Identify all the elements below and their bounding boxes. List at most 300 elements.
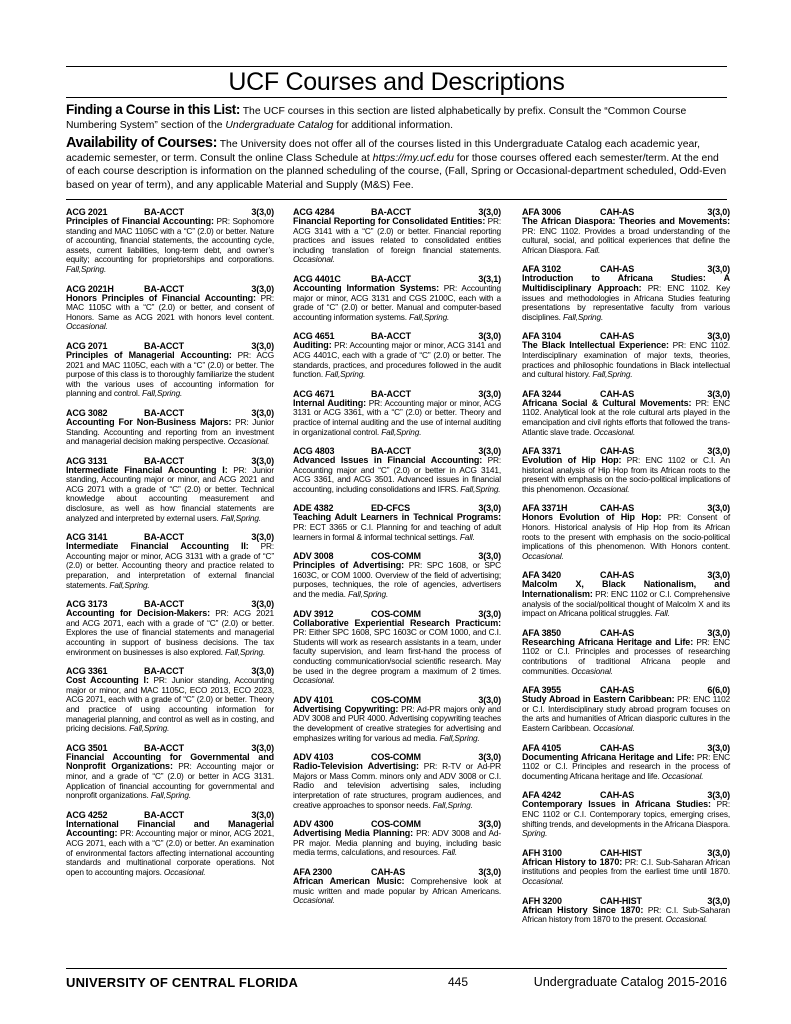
course-title: Contemporary Issues in Africana Studies:	[522, 799, 711, 810]
course-credits: 3(3,0)	[251, 283, 274, 294]
course-code: AFA 3371	[522, 446, 561, 457]
course-entry	[66, 284, 274, 332]
course-title: Advertising Copywriting:	[293, 703, 399, 714]
availability-text-1: The University does not offer all of the courses listed in this Undergraduate Catalog each academic year, academic semester, or term. Consult the online Class Schedule at	[66, 139, 701, 164]
course-credits: 3(3,0)	[478, 503, 501, 514]
course-schedule: Fall,Spring.	[409, 311, 450, 322]
course-title: Cost Accounting I:	[66, 675, 149, 686]
course-description	[522, 695, 730, 733]
course-credits: 6(6,0)	[707, 685, 730, 696]
course-dept: COS-COMM	[371, 694, 421, 705]
course-entry	[522, 446, 730, 494]
course-desc-text: PR: Consent of Honors. Historical analysis of Hip Hop from its African roots to the present with emphasis on the socio-political implications of this phenomenon. With Honors content.	[522, 512, 730, 552]
course-credits: 3(3,0)	[478, 446, 501, 457]
course-desc-text: PR: ACG 2021 and ACG 2071, each with a grade of “C” (2.0) or better. Explores the use of financial statements and managerial accounting in support of business decisions. The tax environment on businesses is also explored.	[66, 608, 275, 657]
course-schedule: Occasional.	[665, 914, 708, 925]
footer-university: UNIVERSITY OF CENTRAL FLORIDA	[66, 975, 299, 990]
course-schedule: Occasional.	[592, 722, 635, 733]
course-desc-text: PR: ADV 3008 and Ad-PR major. Media planning and buying, including basic media terms, calculations, and resources.	[293, 828, 501, 858]
course-description	[66, 820, 274, 878]
course-code: AFA 4105	[522, 742, 561, 753]
course-credits: 3(3,0)	[478, 694, 501, 705]
course-code: ACG 3082	[66, 407, 108, 418]
course-schedule: Fall,Spring.	[381, 426, 422, 437]
course-desc-text: PR: ENC 1102 or C.I. Principles and research in the process of documenting Africana heritage and life.	[522, 751, 730, 781]
course-dept: COS-COMM	[371, 551, 421, 562]
course-schedule: Fall.	[442, 847, 458, 858]
course-dept: BA-ACCT	[144, 340, 184, 351]
course-entry	[293, 695, 501, 743]
course-dept: CAH-AS	[600, 503, 635, 514]
course-desc-text: PR: Junior Standing. Accounting and reporting from an investment and managerial decision making perspective.	[66, 416, 275, 447]
course-dept: BA-ACCT	[371, 388, 411, 399]
course-code: AFA 3420	[522, 570, 561, 581]
course-entry	[293, 446, 501, 494]
course-dept: BA-ACCT	[144, 742, 184, 753]
course-entry	[66, 743, 274, 801]
course-title: Honors Evolution of Hip Hop:	[522, 512, 662, 523]
course-desc-text: PR: ENC 1102 or C.I. Comprehensive analysis of the social/political thought of Malcolm X and its impact on Africana political struggles.	[522, 589, 730, 619]
course-credits: 3(3,0)	[707, 570, 730, 581]
course-desc-text: PR: Accounting major or minor, ACG 3141 and ACG 4401C, each with a grade of “C” (2.0) or better. The standards, practices, and procedures followed in the audit function.	[293, 340, 501, 380]
course-code: ADV 4101	[293, 694, 334, 705]
course-entry	[293, 819, 501, 858]
course-credits: 3(3,0)	[707, 847, 730, 858]
course-desc-text: PR: C.I. Sub-Saharan African institutions and peoples from the earliest time until 1870.	[522, 856, 730, 877]
footer-page-number: 445	[448, 975, 469, 989]
course-entry	[522, 264, 730, 322]
availability-heading: Availability of Courses:	[66, 135, 218, 151]
course-desc-text: PR: Accounting major or minor, ACG 3131 with a grade of “C” (2.0) or better. Accounting theory and practice related to preparation, and interpretation of external financial statements.	[66, 541, 274, 590]
course-code: AFA 3244	[522, 388, 561, 399]
intro-finding	[66, 103, 727, 132]
course-dept: BA-ACCT	[144, 407, 184, 418]
availability-url: https://my.ucf.edu	[372, 152, 454, 164]
course-description	[293, 829, 501, 858]
course-schedule: Fall,Spring.	[460, 483, 501, 494]
course-dept: CAH-AS	[600, 388, 635, 399]
course-schedule: Occasional.	[522, 875, 564, 886]
course-title: Financial Accounting for Governmental and Nonprofit Organizations:	[66, 751, 274, 772]
course-desc-text: PR: ACG 2021 and MAC 1105C, each with a “C” (2.0) or better. The purpose of this class is to thoroughly familiarize the student with the various uses of accounting information for planning and control.	[66, 349, 275, 399]
course-entry	[293, 274, 501, 322]
course-schedule: Occasional.	[227, 436, 270, 447]
course-desc-text: PR: Accounting major or minor, and a grade of “C” (2.0) or better in ACG 3131. Application of financial accounting for governmental and nonprofit organizations.	[66, 761, 274, 801]
course-code: ACG 2021H	[66, 283, 114, 294]
course-dept: BA-ACCT	[144, 283, 184, 294]
course-description	[66, 418, 274, 447]
course-entry	[522, 207, 730, 255]
course-title: Accounting For Non-Business Majors:	[66, 416, 232, 427]
course-entry	[293, 752, 501, 810]
intro-availability	[66, 137, 727, 192]
top-rule	[66, 66, 727, 67]
course-dept: BA-ACCT	[144, 207, 184, 217]
course-entry	[66, 666, 274, 734]
course-desc-text: PR: Either SPC 1608, SPC 1603C or COM 1000, and C.I. Students will work as research assistants in a team, under faculty supervision, and learn first-hand the process of conducting communication/social scientific research. May be used in the degree program a maximum of 2 times.	[293, 627, 501, 676]
course-credits: 3(3,1)	[478, 273, 501, 284]
course-code: ADE 4382	[293, 503, 334, 514]
course-dept: BA-ACCT	[371, 446, 411, 457]
course-credits: 3(3,0)	[707, 446, 730, 457]
course-desc-text: PR: Accounting major or minor, ACG 3131 or ACG 3361, with a “C” (2.0) or better. Theory and practice of internal auditing and the use of internal auditing in organizational control.	[293, 397, 502, 437]
intro-rule	[66, 199, 727, 200]
course-entry	[522, 628, 730, 676]
course-code: AFA 3102	[522, 264, 561, 275]
course-desc-text: PR: ENC 1102 or C.I. Contemporary topics, emerging crises, shifting trends, and developments in the Africana Diaspora.	[522, 799, 730, 829]
course-entry	[522, 848, 730, 887]
course-title: Advanced Issues in Financial Accounting:	[293, 455, 483, 466]
course-schedule: Fall,Spring.	[109, 579, 150, 590]
course-entry	[522, 570, 730, 618]
course-entry	[293, 503, 501, 542]
course-schedule: Fall,Spring.	[325, 369, 366, 380]
course-code: ADV 4103	[293, 752, 334, 763]
course-desc-text: PR: ENC 1102 or C.I. Interdisciplinary study abroad program focuses on the arts and humanities of African diasporic cultures in the Eastern Caribbean.	[522, 694, 731, 733]
course-code: ACG 3501	[66, 742, 108, 753]
course-description	[293, 877, 501, 906]
course-column-1	[66, 207, 274, 886]
course-entry	[66, 456, 274, 524]
course-dept: CAH-AS	[600, 790, 635, 801]
course-description	[66, 609, 274, 657]
course-schedule: Fall,Spring.	[142, 388, 183, 399]
course-code: AFH 3100	[522, 847, 562, 858]
course-title: Documenting Africana Heritage and Life:	[522, 751, 695, 762]
course-dept: CAH-AS	[600, 570, 635, 581]
course-description	[522, 217, 730, 255]
course-entry	[66, 408, 274, 447]
course-dept: COS-COMM	[371, 819, 421, 830]
course-title: Accounting Information Systems:	[293, 282, 440, 293]
course-desc-text: Comprehensive look at music written and made popular by African Americans.	[293, 875, 501, 896]
course-dept: CAH-AS	[371, 866, 406, 877]
course-dept: COS-COMM	[371, 752, 421, 763]
course-credits: 3(3,0)	[478, 752, 501, 763]
course-desc-text: PR: C.I. Sub-Saharan African history from 1870 to the present.	[522, 904, 730, 925]
course-credits: 3(3,0)	[707, 627, 730, 638]
course-entry	[293, 609, 501, 686]
course-dept: CAH-HIST	[600, 895, 642, 906]
course-schedule: Occasional.	[587, 483, 630, 494]
course-description	[293, 619, 501, 686]
course-description	[522, 638, 730, 676]
course-dept: CAH-AS	[600, 264, 635, 275]
course-description	[522, 399, 730, 437]
course-title: Study Abroad in Eastern Caribbean:	[522, 694, 675, 705]
course-title: Intermediate Financial Accounting II:	[66, 541, 249, 552]
course-title: Financial Reporting for Consolidated Entities:	[293, 216, 486, 226]
course-title: Africana Social & Cultural Movements:	[522, 397, 692, 408]
course-dept: CAH-AS	[600, 207, 635, 217]
course-description	[293, 399, 501, 437]
course-credits: 3(3,0)	[251, 742, 274, 753]
course-code: ACG 4252	[66, 809, 108, 820]
course-code: ACG 3141	[66, 532, 108, 543]
course-title: African History to 1870:	[522, 856, 623, 867]
course-title: The Black Intellectual Experience:	[522, 340, 669, 351]
course-dept: CAH-AS	[600, 742, 635, 753]
course-schedule: Occasional.	[661, 770, 704, 781]
course-code: AFA 3850	[522, 627, 561, 638]
course-credits: 3(3,0)	[478, 866, 501, 877]
footer-rule	[66, 968, 727, 969]
course-title: Researching Africana Heritage and Life:	[522, 636, 694, 647]
course-description	[522, 456, 730, 494]
course-title: Intermediate Financial Accounting I:	[66, 464, 228, 475]
course-title: Evolution of Hip Hop:	[522, 455, 622, 466]
course-entry	[522, 685, 730, 733]
course-entry	[66, 532, 274, 590]
course-desc-text: PR: Accounting major and “C” (2.0) or better in ACG 3141, ACG 3361, and ACG 3501. Advanced issues in financial accounting, including consolidations and IFRS.	[293, 455, 501, 494]
course-description	[522, 341, 730, 379]
course-entry	[66, 599, 274, 657]
course-desc-text: PR: ACG 3141 with a “C” (2.0) or better. Financial reporting practices and issues related to consolidated entities including translation of foreign financial statements.	[293, 216, 501, 255]
course-column-2	[293, 207, 501, 915]
course-description	[293, 217, 501, 265]
course-code: AFA 3955	[522, 685, 561, 696]
course-credits: 3(3,0)	[251, 207, 274, 217]
course-title: Auditing:	[293, 340, 332, 351]
course-title: Radio-Television Advertising:	[293, 761, 419, 772]
course-desc-text: PR: ECT 3365 or C.I. Planning for and teaching of adult learners in formal & informal technical settings.	[293, 522, 501, 542]
footer-catalog: Undergraduate Catalog 2015-2016	[533, 975, 727, 989]
course-desc-text: PR: Sophomore standing and MAC 1105C with a “C” (2.0) or better. Nature of accounting, financial statements, the accounting cycle, assets, current liabilities, long-term debt, and owner’s equity; accounting for proprietorships and corporations.	[66, 216, 274, 265]
course-dept: CAH-AS	[600, 685, 635, 696]
course-credits: 3(3,0)	[251, 340, 274, 351]
title-rule	[66, 97, 727, 98]
course-schedule: Occasional.	[293, 675, 335, 686]
course-code: ACG 3361	[66, 666, 108, 677]
course-credits: 3(3,0)	[478, 388, 501, 399]
course-schedule: Fall,Spring.	[150, 790, 191, 801]
course-code: AFA 4242	[522, 790, 561, 801]
course-dept: BA-ACCT	[371, 331, 411, 342]
course-description	[293, 705, 501, 743]
course-dept: COS-COMM	[371, 608, 421, 619]
course-code: ACG 4284	[293, 207, 335, 217]
course-dept: BA-ACCT	[144, 599, 184, 610]
course-dept: CAH-HIST	[600, 847, 642, 858]
course-code: ACG 3131	[66, 455, 108, 466]
course-description	[522, 580, 730, 618]
course-title: Honors Principles of Financial Accounting:	[66, 292, 256, 303]
course-credits: 3(3,0)	[707, 264, 730, 275]
course-title: Collaborative Experiential Research Practicum:	[293, 617, 501, 628]
course-entry	[522, 331, 730, 379]
course-schedule: Fall,Spring.	[129, 723, 170, 734]
course-entry	[293, 867, 501, 906]
course-description	[522, 906, 730, 925]
course-code: ADV 3008	[293, 551, 334, 562]
course-schedule: Fall.	[459, 531, 475, 542]
course-title: Principles of Managerial Accounting:	[66, 349, 232, 360]
course-entry	[522, 896, 730, 925]
course-dept: BA-ACCT	[144, 666, 184, 677]
course-schedule: Fall,Spring.	[224, 646, 266, 657]
course-entry	[293, 389, 501, 437]
course-schedule: Fall,Spring.	[220, 512, 261, 523]
course-schedule: Occasional.	[593, 426, 636, 437]
course-title: International Financial and Managerial Accounting:	[66, 818, 274, 839]
course-entry	[293, 331, 501, 379]
course-desc-text: PR: MAC 1105C with a “C” (2.0) or better, and consent of Honors. Same as ACG 2021 with honors level content.	[66, 292, 274, 322]
course-credits: 3(3,0)	[707, 895, 730, 906]
course-description	[522, 513, 730, 561]
course-entry	[293, 207, 501, 265]
course-description	[66, 217, 274, 275]
course-code: ADV 3912	[293, 608, 334, 619]
course-code: ACG 3173	[66, 599, 108, 610]
course-title: Introduction to Africana Studies: A Multidisciplinary Approach:	[522, 273, 730, 293]
course-credits: 3(3,0)	[478, 551, 501, 562]
course-description	[293, 284, 501, 322]
course-dept: CAH-AS	[600, 627, 635, 638]
course-code: ACG 2071	[66, 340, 108, 351]
course-dept: ED-CFCS	[371, 503, 410, 514]
course-dept: BA-ACCT	[144, 455, 184, 466]
course-code: AFA 3006	[522, 207, 561, 217]
course-schedule: Fall,Spring.	[347, 589, 389, 600]
course-description	[66, 351, 274, 399]
course-schedule: Spring.	[522, 828, 548, 839]
course-code: ADV 4300	[293, 819, 334, 830]
course-description	[522, 274, 730, 322]
course-entry	[522, 790, 730, 838]
course-credits: 3(3,0)	[478, 608, 501, 619]
availability-text-2: for those courses offered each semester/term. At the end of each course description is information on the planned scheduling of the course, (Fall, Spring or Occasional-department scheduled, Odd-Even based on year of term), and any applicable Material and Supply (M&S) Fee.	[66, 152, 727, 191]
course-code: AFH 3200	[522, 895, 562, 906]
course-description	[66, 294, 274, 332]
course-entry	[66, 207, 274, 275]
course-description	[293, 561, 501, 599]
finding-text-1: The UCF courses in this section are listed alphabetically by prefix. Consult the “Common Course Numbering System” section of the	[66, 106, 687, 131]
course-schedule: Fall.	[654, 608, 670, 619]
course-entry	[293, 551, 501, 599]
course-title: Accounting for Decision-Makers:	[66, 608, 211, 619]
course-title: Principles of Advertising:	[293, 560, 405, 571]
course-schedule: Occasional.	[293, 895, 335, 906]
course-schedule: Occasional.	[163, 866, 206, 877]
finding-heading: Finding a Course in this List:	[66, 102, 241, 117]
course-dept: BA-ACCT	[371, 273, 411, 284]
course-title: African History Since 1870:	[522, 904, 644, 915]
course-title: Principles of Financial Accounting:	[66, 216, 214, 226]
course-desc-text: PR: Junior standing, Accounting major or minor, and ACG 2021 and ACG 2071 with a grade of “C” (2.0) or better. Technical knowledge about accounting measurement and disclosure, as well as how financial statements are analyzed and interpreted by external users.	[66, 464, 275, 523]
course-credits: 3(3,0)	[478, 331, 501, 342]
course-desc-text: PR: ENC 1102 or C.I. An historical analysis of Hip Hop from its African roots to the present with emphasis on the socio-political implications of this phenomenon.	[522, 455, 730, 494]
course-title: African American Music:	[293, 875, 405, 886]
course-desc-text: PR: R-TV or Ad-PR Majors or Mass Comm. minors only and ADV 3008 or C.I. Radio and television advertising sales, including interpretation of rate structures, program audiences, and creative approaches to sponsor needs.	[293, 761, 501, 810]
course-entry	[66, 341, 274, 399]
course-credits: 3(3,0)	[251, 666, 274, 677]
course-entry	[522, 503, 730, 561]
course-entry	[522, 389, 730, 437]
course-code: ACG 4803	[293, 446, 335, 457]
course-description	[66, 753, 274, 801]
course-dept: CAH-AS	[600, 446, 635, 457]
course-description	[293, 341, 501, 379]
page-title: UCF Courses and Descriptions	[228, 68, 565, 96]
course-credits: 3(3,0)	[251, 455, 274, 466]
course-credits: 3(3,0)	[478, 207, 501, 217]
course-desc-text: PR: ENC 1102. Key issues and methodologies in Africana Studies featuring presentations by representative faculty from various disciplines.	[522, 282, 731, 322]
course-code: ACG 2021	[66, 207, 108, 217]
course-desc-text: PR: Accounting major or minor, ACG 2021, ACG 2071, each with a “C” (2.0) or better. An examination of environmental factors affecting international accounting standards and multinational corporate operations. Not open to accounting majors.	[66, 828, 274, 877]
course-title: The African Diaspora: Theories and Movements:	[522, 216, 730, 226]
course-title: Advertising Media Planning:	[293, 828, 414, 839]
course-dept: CAH-AS	[600, 331, 635, 342]
course-dept: BA-ACCT	[144, 532, 184, 543]
course-schedule: Occasional.	[293, 254, 335, 265]
course-credits: 3(3,0)	[251, 599, 274, 610]
course-code: AFA 2300	[293, 866, 332, 877]
course-description	[522, 858, 730, 887]
page-footer	[66, 975, 727, 991]
course-desc-text: PR: Junior standing, Accounting major or minor, and MAC 1105C, ECO 2013, ECO 2023, ACG 2071, each with a grade of “C” (2.0) or better. Theory and practice of using accounting information for managerial planning, and control as well as in costing, and pricing decisions.	[66, 675, 274, 734]
course-credits: 3(3,0)	[707, 388, 730, 399]
course-code: AFA 3104	[522, 331, 561, 342]
course-schedule: Fall,Spring.	[592, 369, 633, 380]
course-description	[522, 753, 730, 782]
course-schedule: Fall.	[585, 244, 601, 255]
course-schedule: Fall,Spring.	[432, 799, 473, 810]
course-schedule: Occasional.	[522, 550, 564, 561]
course-description	[66, 542, 274, 590]
course-credits: 3(3,0)	[707, 207, 730, 217]
course-credits: 3(3,0)	[707, 790, 730, 801]
course-desc-text: PR: ENC 1102. Interdisciplinary examination of major texts, theories, practices and philosophic foundations in Black intellectual and cultural history.	[522, 340, 730, 380]
course-description	[293, 762, 501, 810]
course-entry	[522, 743, 730, 782]
course-description	[293, 513, 501, 542]
course-column-3	[522, 207, 730, 934]
course-description	[293, 456, 501, 494]
course-credits: 3(3,0)	[478, 819, 501, 830]
course-description	[522, 800, 730, 838]
course-desc-text: PR: ENC 1102. Analytical look at the role cultural arts played in the emancipation and civil rights efforts that followed the trans-Atlantic slave trade.	[522, 397, 730, 437]
course-credits: 3(3,0)	[707, 742, 730, 753]
course-desc-text: PR: ENC 1102 or C.I. Principles and processes of researching contributions of traditional Africana people and communities.	[522, 636, 730, 676]
course-schedule: Fall,Spring.	[439, 732, 480, 743]
course-entry	[66, 810, 274, 878]
course-schedule: Occasional.	[571, 665, 613, 676]
course-schedule: Occasional.	[66, 321, 108, 332]
course-credits: 3(3,0)	[251, 809, 274, 820]
course-credits: 3(3,0)	[707, 331, 730, 342]
course-code: ACG 4401C	[293, 273, 341, 284]
course-dept: BA-ACCT	[144, 809, 184, 820]
course-title: Teaching Adult Learners in Technical Programs:	[293, 512, 501, 523]
course-code: ACG 4651	[293, 331, 335, 342]
course-title: Internal Auditing:	[293, 397, 366, 408]
course-credits: 3(3,0)	[707, 503, 730, 514]
course-schedule: Fall,Spring.	[66, 263, 107, 274]
course-title: Malcolm X, Black Nationalism, and Internationalism:	[522, 579, 730, 600]
course-dept: BA-ACCT	[371, 207, 411, 217]
course-description	[66, 466, 274, 524]
finding-text-italic: Undergraduate Catalog	[225, 119, 334, 131]
course-desc-text: PR: SPC 1608, or SPC 1603C, or COM 1000. Overview of the field of advertising; purposes, techniques, the role of agencies, advertisers and the media.	[293, 560, 501, 600]
course-desc-text: PR: Accounting major or minor, ACG 3131 and CGS 2100C, each with a grade of “C” (2.0) or better. Manual and computer-based accounting information systems.	[293, 282, 501, 322]
course-schedule: Fall,Spring.	[562, 311, 604, 322]
course-credits: 3(3,0)	[251, 532, 274, 543]
course-desc-text: PR: Ad-PR majors only and ADV 3008 and PUR 4000. Advertising copywriting teaches the development of creative strategies for advertising and emphasizes writing for various ad media.	[293, 703, 501, 743]
course-desc-text: PR: ENC 1102. Provides a broad understanding of the cultural, social, and political experiences that define the African Diaspora.	[522, 225, 730, 255]
course-code: AFA 3371H	[522, 503, 568, 514]
course-credits: 3(3,0)	[251, 407, 274, 418]
course-description	[66, 676, 274, 734]
